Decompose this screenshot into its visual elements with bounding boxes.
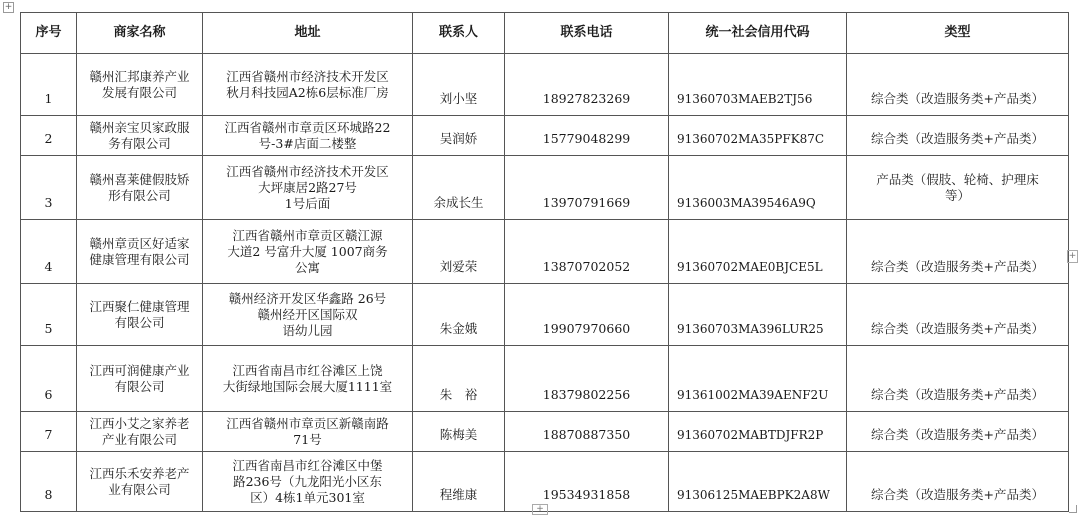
table-row [21, 220, 1069, 284]
cell-address[interactable] [203, 412, 413, 452]
cell-address-line: 1号后面 [284, 195, 331, 211]
cell-merchant-name-line: 江西可润健康产业 [89, 362, 190, 378]
cell-type-line: 综合类（改造服务类+产品类） [871, 321, 1044, 336]
cell-address-line: 赣州经济开发区华鑫路 26号 [228, 290, 387, 306]
cell-merchant-name-line: 赣州章贡区好适家 [89, 235, 190, 251]
cell-address[interactable] [203, 156, 413, 220]
cell-address[interactable] [203, 452, 413, 512]
cell-address-line: 路236号（九龙阳光小区东 [233, 473, 382, 489]
table-row [21, 284, 1069, 346]
cell-merchant-name-line: 有限公司 [114, 378, 165, 394]
cell-seq[interactable]: 6 [21, 346, 77, 412]
cell-merchant-name-line: 有限公司 [114, 314, 165, 330]
table-resize-handle-icon[interactable] [1069, 505, 1077, 513]
table-row [21, 412, 1069, 452]
cell-phone[interactable]: 18379802256 [505, 346, 669, 412]
cell-credit-code[interactable]: 91306125MAEBPK2A8W [669, 452, 847, 512]
cell-address[interactable] [203, 346, 413, 412]
cell-merchant-name-line: 江西聚仁健康管理 [89, 298, 190, 314]
cell-seq[interactable]: 8 [21, 452, 77, 512]
cell-seq[interactable]: 5 [21, 284, 77, 346]
cell-credit-code[interactable]: 91360703MA396LUR25 [669, 284, 847, 346]
cell-address-line: 江西省赣州市章贡区环城路22 [224, 119, 391, 135]
cell-address-line: 江西省南昌市红谷滩区中堡 [232, 457, 383, 473]
cell-credit-code[interactable]: 91360702MABTDJFR2P [669, 412, 847, 452]
cell-address[interactable] [203, 116, 413, 156]
cell-type[interactable] [847, 156, 1069, 220]
table-move-handle-icon[interactable]: + [4, 2, 13, 12]
cell-address-line: 大坪康居2路27号 [258, 179, 357, 195]
cell-seq[interactable]: 4 [21, 220, 77, 284]
table-row [21, 346, 1069, 412]
cell-merchant-name[interactable] [77, 412, 203, 452]
cell-type-line: 等） [944, 187, 970, 203]
cell-merchant-name[interactable] [77, 156, 203, 220]
cell-address-line: 江西省赣州市章贡区新赣南路 [226, 415, 389, 431]
cell-address-line: 秋月科技园A2栋6层标准厂房 [226, 84, 389, 100]
table-row [21, 156, 1069, 220]
cell-phone[interactable]: 18927823269 [505, 54, 669, 116]
cell-type-line: 综合类（改造服务类+产品类） [871, 91, 1044, 106]
cell-credit-code[interactable]: 91361002MA39AENF2U [669, 346, 847, 412]
cell-contact[interactable]: 刘小坚 [413, 54, 505, 116]
cell-credit-code[interactable]: 91360702MA35PFK87C [669, 116, 847, 156]
cell-contact[interactable]: 朱 裕 [413, 346, 505, 412]
cell-seq[interactable]: 1 [21, 54, 77, 116]
cell-merchant-name[interactable] [77, 284, 203, 346]
cell-merchant-name[interactable] [77, 220, 203, 284]
table-row [21, 452, 1069, 512]
cell-merchant-name-line: 赣州亲宝贝家政服 [89, 119, 190, 135]
add-row-icon[interactable]: + [532, 504, 548, 515]
cell-type[interactable] [847, 116, 1069, 156]
header-address: 地址 [203, 13, 413, 54]
cell-contact[interactable]: 陈梅美 [413, 412, 505, 452]
cell-phone[interactable]: 18870887350 [505, 412, 669, 452]
cell-merchant-name[interactable] [77, 54, 203, 116]
cell-seq[interactable]: 7 [21, 412, 77, 452]
add-column-icon[interactable]: + [1068, 251, 1077, 261]
cell-phone[interactable]: 19534931858 [505, 452, 669, 512]
cell-merchant-name-line: 江西乐禾安养老产 [89, 465, 190, 481]
header-type: 类型 [847, 13, 1069, 54]
cell-address-line: 语幼儿园 [282, 322, 333, 338]
cell-type-line: 综合类（改造服务类+产品类） [871, 427, 1044, 442]
cell-seq[interactable]: 2 [21, 116, 77, 156]
header-phone: 联系电话 [505, 13, 669, 54]
cell-address[interactable] [203, 220, 413, 284]
cell-type-line: 综合类（改造服务类+产品类） [871, 259, 1044, 274]
cell-address-line: 公寓 [294, 259, 320, 275]
cell-type[interactable] [847, 220, 1069, 284]
header-name: 商家名称 [77, 13, 203, 54]
cell-merchant-name-line: 发展有限公司 [101, 84, 177, 100]
cell-type[interactable] [847, 284, 1069, 346]
cell-type-line: 综合类（改造服务类+产品类） [871, 131, 1044, 146]
cell-contact[interactable]: 朱金娥 [413, 284, 505, 346]
cell-phone[interactable]: 15779048299 [505, 116, 669, 156]
cell-address-line: 江西省南昌市红谷滩区上饶 [232, 362, 383, 378]
cell-contact[interactable]: 余成长生 [413, 156, 505, 220]
cell-contact[interactable]: 刘爱荣 [413, 220, 505, 284]
cell-type-line: 综合类（改造服务类+产品类） [871, 487, 1044, 502]
cell-contact[interactable]: 吴润娇 [413, 116, 505, 156]
cell-address-line: 赣州经开区国际双 [257, 306, 358, 322]
header-credit-code: 统一社会信用代码 [669, 13, 847, 54]
cell-address-line: 71号 [293, 431, 322, 447]
cell-type[interactable] [847, 54, 1069, 116]
cell-type-line: 综合类（改造服务类+产品类） [871, 387, 1044, 402]
cell-merchant-name[interactable] [77, 452, 203, 512]
cell-address-line: 江西省赣州市经济技术开发区 [226, 163, 389, 179]
cell-merchant-name-line: 健康管理有限公司 [89, 251, 190, 267]
table-body [21, 54, 1069, 512]
cell-address[interactable] [203, 54, 413, 116]
cell-merchant-name-line: 产业有限公司 [101, 431, 177, 447]
table-row [21, 54, 1069, 116]
cell-address-line: 江西省赣州市章贡区赣江源 [232, 227, 383, 243]
cell-merchant-name-line: 形有限公司 [108, 187, 171, 203]
header-contact: 联系人 [413, 13, 505, 54]
cell-merchant-name-line: 业有限公司 [108, 481, 171, 497]
cell-credit-code[interactable]: 9136003MA39546A9Q [669, 156, 847, 220]
merchant-table [20, 12, 1069, 512]
cell-merchant-name[interactable] [77, 116, 203, 156]
cell-merchant-name-line: 赣州汇邦康养产业 [89, 68, 190, 84]
table-header-row [21, 13, 1069, 54]
cell-phone[interactable]: 13970791669 [505, 156, 669, 220]
cell-merchant-name-line: 务有限公司 [108, 135, 171, 151]
cell-contact[interactable]: 程维康 [413, 452, 505, 512]
cell-merchant-name-line: 赣州喜莱健假肢矫 [89, 171, 190, 187]
cell-address[interactable] [203, 284, 413, 346]
cell-type[interactable] [847, 346, 1069, 412]
cell-phone[interactable]: 19907970660 [505, 284, 669, 346]
cell-credit-code[interactable]: 91360703MAEB2TJ56 [669, 54, 847, 116]
cell-merchant-name-line: 江西小艾之家养老 [89, 415, 190, 431]
cell-phone[interactable]: 13870702052 [505, 220, 669, 284]
cell-credit-code[interactable]: 91360702MAE0BJCE5L [669, 220, 847, 284]
cell-address-line: 区）4栋1单元301室 [250, 489, 365, 505]
cell-address-line: 江西省赣州市经济技术开发区 [226, 68, 389, 84]
table-row [21, 116, 1069, 156]
cell-address-line: 大街绿地国际会展大厦1111室 [222, 378, 393, 394]
cell-type[interactable] [847, 412, 1069, 452]
cell-address-line: 号-3#店面二楼整 [258, 135, 357, 151]
cell-seq[interactable]: 3 [21, 156, 77, 220]
cell-type-line: 产品类（假肢、轮椅、护理床 [876, 171, 1039, 187]
cell-type[interactable] [847, 452, 1069, 512]
header-seq: 序号 [21, 13, 77, 54]
cell-address-line: 大道2 号富升大厦 1007商务 [227, 243, 388, 259]
cell-merchant-name[interactable] [77, 346, 203, 412]
